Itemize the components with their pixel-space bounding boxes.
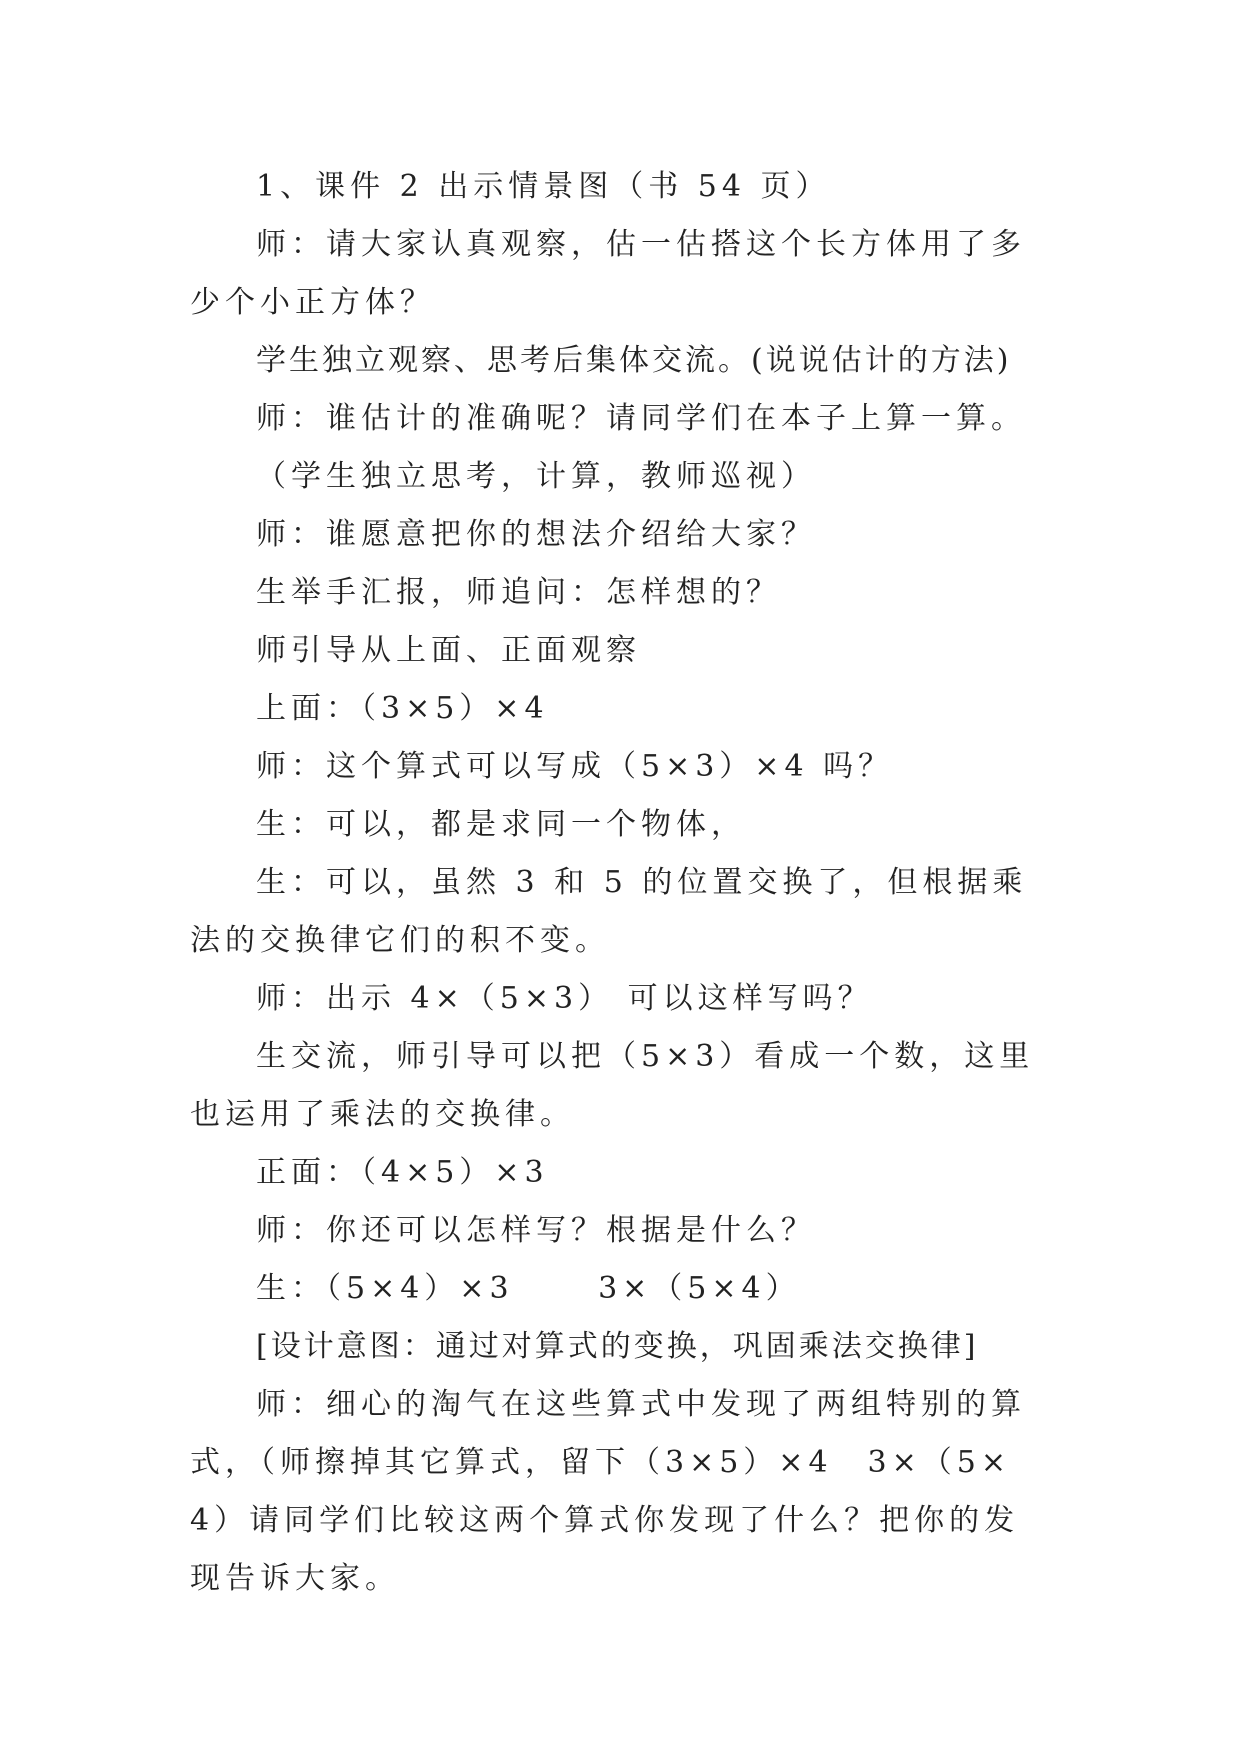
paragraph-teacher-other: 师：你还可以怎样写？根据是什么？ [256,1213,816,1248]
paragraph-student-discuss: 生交流，师引导可以把（5×3）看成一个数，这里也运用了乘法的交换律。 [190,1039,1035,1132]
paragraph-teacher-rewrite: 师：这个算式可以写成（5×3）×4 吗？ [256,749,894,784]
paragraph-teacher-show: 师：出示 4×（5×3） 可以这样写吗？ [256,981,873,1016]
paragraph-teacher-calc: 师：谁估计的准确呢？请同学们在本子上算一算。 [256,401,1026,436]
paragraph-student-yes-2: 生：可以，虽然 3 和 5 的位置交换了，但根据乘法的交换律它们的积不变。 [190,865,1028,958]
paragraph-student-yes-1: 生：可以，都是求同一个物体， [256,807,746,842]
paragraph-teacher-share: 师：谁愿意把你的想法介绍给大家？ [256,517,816,552]
paragraph-step-1: 1、课件 2 出示情景图（书 54 页） [256,169,831,204]
paragraph-students-observe: 学生独立观察、思考后集体交流。(说说估计的方法) [256,343,1012,378]
paragraph-student-answer: 生：（5×4）×3 3×（5×4） [256,1271,801,1306]
paragraph-front-view: 正面：（4×5）×3 [256,1155,549,1190]
paragraph-student-report: 生举手汇报，师追问：怎样想的？ [256,575,781,610]
paragraph-students-think: （学生独立思考，计算，教师巡视） [256,459,816,494]
document-body [190,158,1052,1608]
paragraph-teacher-estimate: 师：请大家认真观察，估一估搭这个长方体用了多少个小正方体？ [190,227,1026,320]
paragraph-teacher-guide: 师引导从上面、正面观察 [256,633,641,668]
paragraph-top-view: 上面：（3×5）×4 [256,691,549,726]
paragraph-teacher-compare: 师：细心的淘气在这些算式中发现了两组特别的算式，（师擦掉其它算式，留下（3×5）×4 3×（5×4）请同学们比较这两个算式你发现了什么？把你的发现告诉大家。 [190,1387,1026,1596]
paragraph-design-intent: [设计意图：通过对算式的变换，巩固乘法交换律] [256,1329,979,1364]
